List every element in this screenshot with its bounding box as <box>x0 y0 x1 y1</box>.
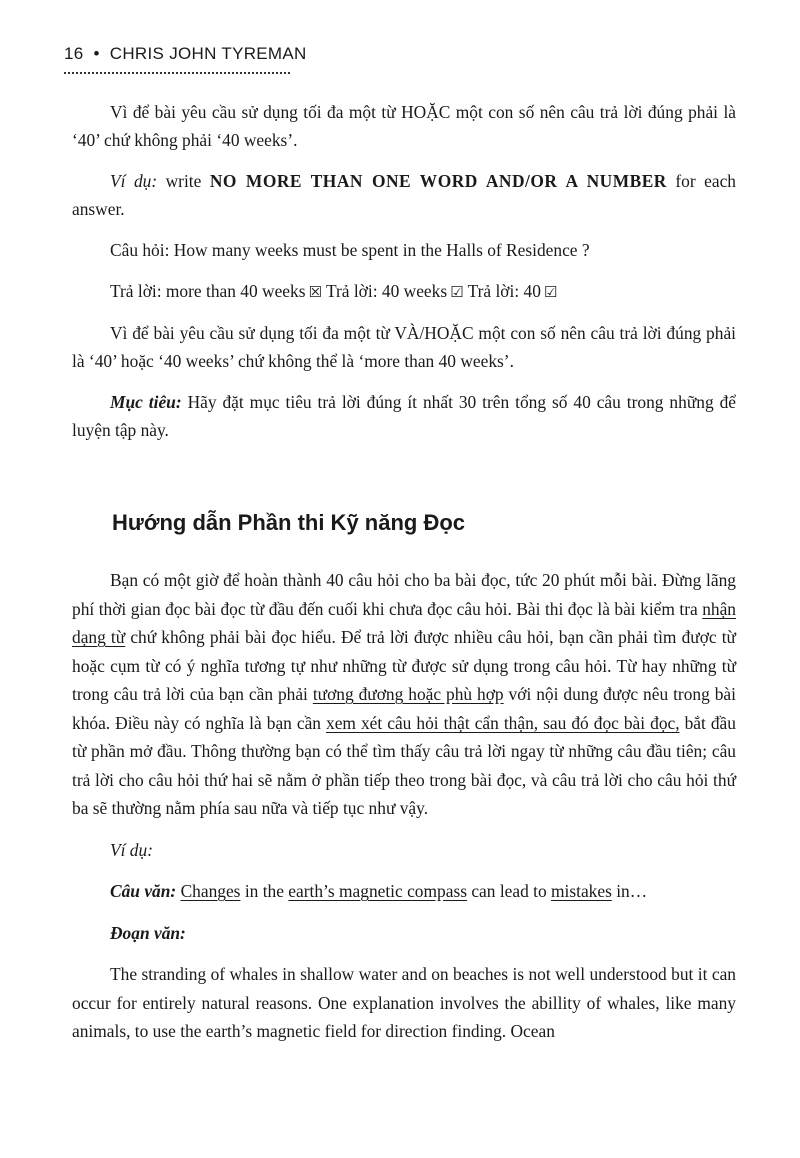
sentence-text-3: in… <box>611 881 648 901</box>
underlined-term-2: tương đương hoặc phù hợp <box>312 684 504 704</box>
passage-label: Đoạn văn: <box>110 922 186 943</box>
reading-text-2: chứ không phải bài đọc hiểu. Để trả lời được nhiều câu hỏi, bạn cần phải tìm được từ hoặc cụm từ có ý nghĩa tương tự như những từ được sử dụng trong câu hỏi. Từ hay những từ trong câu trả lời của bạn cần phải <box>72 627 736 704</box>
sentence-line <box>72 877 736 906</box>
paragraph-explanation-1: Vì để bài yêu cầu sử dụng tối đa một từ HOẶC một con số nên câu trả lời đúng phải là ‘40’ chứ không phải ‘40 weeks’. <box>72 102 736 150</box>
passage-text: The stranding of whales in shallow water and on beaches is not well understood but it can occur for entirely natural reasons. One explanation involves the abillity of whales, like many animals, to use the earth’s magnetic field for direction finding. Ocean <box>72 964 736 1041</box>
check-box-icon: ☑ <box>543 283 558 301</box>
reading-text-4: bắt đầu từ phần mở đầu. Thông thường bạn có thể tìm thấy câu trả lời ngay từ những câu đầu tiên; câu trả lời cho câu hỏi thứ hai sẽ nằm ở phần tiếp theo trong bài đọc, và câu trả lời cho câu hỏi thứ ba sẽ thường nằm phía sau nữa và tiếp tục như vậy. <box>72 712 736 818</box>
answer-3: Trả lời: 40 <box>467 281 541 301</box>
example-label: Ví dụ: <box>110 171 158 191</box>
sentence-underline-2: earth’s magnetic compass <box>288 881 467 901</box>
sentence-underline-3: mistakes <box>551 881 612 901</box>
example-label-2: Ví dụ: <box>110 839 153 860</box>
running-header <box>64 44 307 64</box>
bullet-separator: • <box>93 44 100 63</box>
check-box-icon: ☑ <box>450 283 464 301</box>
paragraph-goal <box>72 388 736 444</box>
top-block <box>72 98 736 444</box>
sentence-text-1: in the <box>240 881 289 901</box>
reading-text-3: với nội dung được nêu trong bài khóa. Điều này có nghĩa là bạn cần <box>72 684 736 733</box>
paragraph-reading-guide <box>72 566 736 823</box>
underlined-term-3: xem xét câu hỏi thật cẩn thận, sau đó đọc bài đọc, <box>326 712 680 733</box>
paragraph-explanation-2: Vì để bài yêu cầu sử dụng tối đa một từ VÀ/HOẶC một con số nên câu trả lời đúng phải là ‘40’ hoặc ‘40 weeks’ chứ không thể là ‘more than 40 weeks’. <box>72 323 736 371</box>
example-post: for each answer. <box>72 171 736 219</box>
answers-line <box>72 277 736 306</box>
cross-box-icon: ☒ <box>308 283 322 301</box>
answer-1: Trả lời: more than 40 weeks <box>110 281 306 301</box>
answer-2: Trả lời: 40 weeks <box>325 281 448 301</box>
goal-text: Hãy đặt mục tiêu trả lời đúng ít nhất 30 trên tổng số 40 câu trong những để luyện tập này. <box>72 392 736 440</box>
page-number: 16 <box>64 44 84 63</box>
author-name: CHRIS JOHN TYREMAN <box>109 44 307 63</box>
header-dotted-rule <box>64 72 290 74</box>
example-pre: write <box>165 171 202 191</box>
reading-text-1: Bạn có một giờ để hoàn thành 40 câu hỏi cho ba bài đọc, tức 20 phút mỗi bài. Đừng lãng phí thời gian đọc bài đọc từ đầu đến cuối khi chưa đọc câu hỏi. Bài thi đọc là bài kiểm tra <box>72 570 736 619</box>
question-line: Câu hỏi: How many weeks must be spent in the Halls of Residence ? <box>110 240 590 260</box>
example-caps: NO MORE THAN ONE WORD AND/OR A NUMBER <box>209 171 667 191</box>
goal-label: Mục tiêu: <box>110 392 182 412</box>
sentence-label: Câu văn: <box>110 881 177 901</box>
section-heading: Hướng dẫn Phần thi Kỹ năng Đọc <box>112 510 466 535</box>
reading-section <box>72 566 736 1046</box>
sentence-underline-1: Changes <box>180 881 241 901</box>
sentence-text-2: can lead to <box>466 881 551 901</box>
underlined-term-1: nhận dạng từ <box>72 598 736 647</box>
paragraph-example-instruction <box>72 167 736 223</box>
